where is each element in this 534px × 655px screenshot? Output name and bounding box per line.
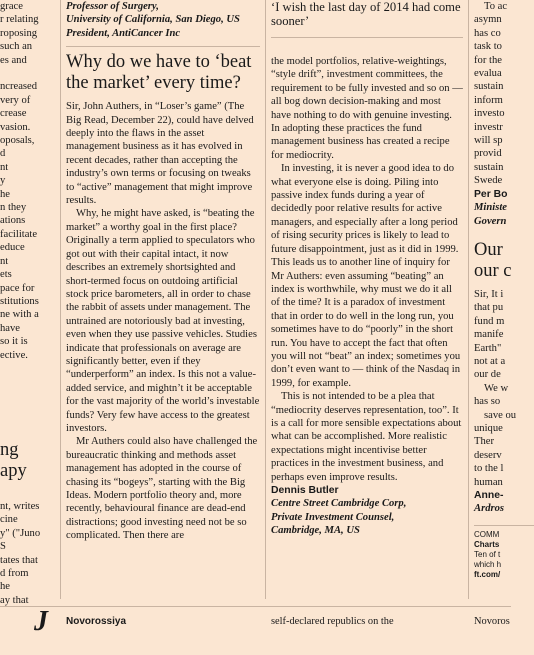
article-text-fragment: Novoros: [474, 616, 510, 627]
letter-paragraph: Why, he might have asked, is “beating the market” a worthy goal in the first place? Originally a term applied to speculators who got out with their capital intact, it now describes an extremely shortsighted and short-termed focus on outdoing artificial stock price barometers, all in order to chase the rabbit of assets under management. The untrained are notoriously bad at investing, even when they use passive vehicles. Studies indicate that professionals on average are significantly better, even if they “underperform” an index. Is this not a value-added service, and mightn’t it be acceptable for the vast majority of the world’s investable funds? Very few have access to the greatest investors.: [66, 208, 260, 434]
text-line: d from: [0, 567, 29, 579]
text-line: sustain: [474, 81, 504, 93]
text-line: our de: [474, 369, 501, 381]
comment-box-line: Charts: [474, 539, 500, 549]
text-line: Govern: [474, 215, 507, 227]
text-line: [0, 67, 55, 80]
text-line: ets: [0, 269, 12, 281]
letter-headline-fragment: [474, 240, 534, 282]
letter-paragraph: Sir, John Authers, in “Loser’s game” (The Big Read, December 22), could have delved deeply into the flaws in the asset management business as it has evolved in recent decades, rather than accepting the industry’s own terms or focusing on tweaks to “active” management that might improve results.: [66, 101, 254, 207]
letter-column-4: [474, 0, 534, 580]
text-line: tates that: [0, 554, 38, 566]
text-line: ne with a: [0, 309, 39, 321]
headline-line: our c: [474, 260, 512, 281]
column-rule: [60, 0, 61, 599]
signature-affiliation: Private Investment Counsel,: [271, 511, 395, 523]
text-line: ective.: [0, 349, 28, 361]
text-line: facilitate: [0, 228, 38, 240]
divider: [271, 37, 463, 38]
text-line: Per Bo: [474, 188, 508, 200]
text-line: very of: [0, 94, 31, 106]
text-line: investo: [474, 108, 505, 120]
text-line: S: [0, 541, 6, 553]
text-line: r relating: [0, 14, 39, 26]
headline-line: apy: [0, 460, 27, 481]
text-line: Sir, It i: [474, 288, 504, 300]
text-line: investr: [474, 121, 503, 133]
text-line: provid: [474, 148, 502, 160]
text-line: crease: [0, 108, 27, 120]
text-line: We w: [484, 382, 509, 394]
column-rule: [265, 0, 266, 599]
text-line: such an: [0, 41, 33, 53]
section-divider: [0, 606, 511, 607]
text-line: Swede: [474, 175, 503, 187]
text-line: has so: [474, 396, 501, 408]
text-line: educe: [0, 242, 25, 254]
signature-affiliation: President, AntiCancer Inc: [66, 27, 181, 39]
text-line: grace: [0, 1, 23, 12]
text-line: pace for: [0, 282, 35, 294]
comment-box-line: Ten of t: [474, 549, 501, 559]
text-line: so it is: [0, 336, 28, 348]
text-line: Ministe: [474, 202, 507, 214]
text-line: Anne-: [474, 490, 504, 501]
headline-line: Our: [474, 239, 503, 260]
signature-title: Professor of Surgery,: [66, 1, 159, 12]
letter-headline-fragment: [0, 440, 55, 482]
text-line: nt: [0, 255, 9, 267]
text-line: nt: [0, 161, 9, 173]
letter-paragraph: In investing, it is never a good idea to do what everyone else is doing. Piling into passive index funds during a year of decidedly poor relative results for active managers, and especially after a long period of rising security prices is likely to lead to future disappointment, just as it did in 1999. This leads us to another line of inquiry for Mr Authers: even assuming “beating” an index is worthwhile, why must we do it all of the time? It is a paradox of investment that in order to do well in the long run, you sometimes have to do “poorly” in the short run. You have to accept the fact that often you will not “beat” an index; sometimes you don’t even want to — think of the Nasdaq in 1999, for example.: [271, 163, 461, 389]
text-line: y: [0, 175, 6, 187]
letter-column-1: [0, 0, 55, 607]
text-line: To ac: [484, 1, 508, 12]
text-line: ay that: [0, 594, 29, 606]
text-line: has co: [474, 27, 501, 39]
text-line: Earth": [474, 342, 502, 354]
text-line: ncreased: [0, 81, 38, 93]
signature-affiliation: Centre Street Cambridge Corp,: [271, 498, 407, 510]
article-text-fragment: self-declared republics on the: [271, 616, 394, 627]
text-line: d: [0, 148, 6, 160]
letter-headline: Why do we have to ‘beat the market’ every time?: [66, 52, 252, 94]
text-line: have: [0, 322, 20, 334]
text-line: ations: [0, 215, 26, 227]
signature-name: Dennis Butler: [271, 485, 339, 496]
letter-headline-fragment: ‘I wish the last day of 2014 had come sooner’: [271, 0, 461, 28]
text-line: task to: [474, 41, 502, 53]
text-line: y" ("Juno: [0, 527, 41, 539]
headline-line: ng: [0, 439, 19, 460]
text-line: to the l: [474, 463, 504, 475]
text-line: oposals,: [0, 135, 35, 147]
divider: [66, 46, 260, 47]
text-line: he: [0, 581, 10, 593]
letter-paragraph: the model portfolios, relative-weightings, “style drift”, investment committees, the requirement to be fully invested and so on — all bog down decision-making and most have nothing to do with genuine investing. In adopting these practices the fund management business has created a recipe for mediocrity.: [271, 56, 463, 161]
comment-box-line: which h: [474, 559, 502, 569]
text-line: will sp: [474, 135, 503, 147]
text-line: inform: [474, 94, 503, 106]
text-line: Ther: [474, 436, 494, 448]
letter-paragraph: Mr Authers could also have challenged the bureaucratic thinking and methods asset management has adopted in the course of chasing its “bogeys”, starting with the Big Ideas. Modern portfolio theory and, more recently, behavioural finance are dead-end distractions; good investing need not be so complicated. Then there are: [66, 436, 258, 542]
drop-letter: J: [34, 606, 48, 637]
text-line: vasion.: [0, 121, 31, 133]
text-line: human: [474, 476, 503, 488]
text-line: that pu: [474, 302, 504, 314]
text-line: stitutions: [0, 295, 39, 307]
text-line: not at a: [474, 355, 506, 367]
text-line: for the: [474, 54, 502, 66]
text-line: manife: [474, 329, 504, 341]
letter-column-3: [271, 0, 463, 538]
text-line: asymn: [474, 14, 502, 26]
text-line: n they: [0, 202, 27, 214]
letter-column-2: [66, 0, 260, 543]
text-line: deserv: [474, 449, 502, 461]
text-line: es and: [0, 54, 27, 66]
divider: [474, 525, 534, 526]
text-line: roposing: [0, 27, 38, 39]
signature-affiliation: University of California, San Diego, US: [66, 14, 240, 26]
column-rule: [468, 0, 469, 599]
text-line: fund m: [474, 315, 505, 327]
text-line: save ou: [484, 409, 517, 421]
text-line: Ardros: [474, 503, 505, 515]
text-line: sustain: [474, 161, 504, 173]
text-line: nt, writes: [0, 500, 40, 512]
letter-paragraph: This is not intended to be a plea that “mediocrity deserves representation, too”. It is a call for more sensible expectations about what can be accomplished. More realistic expectations might incentivise better practices in the investment business, and perhaps even improve results.: [271, 391, 462, 483]
article-label: Novorossiya: [66, 616, 127, 627]
text-line: cine: [0, 514, 18, 526]
signature-affiliation: Cambridge, MA, US: [271, 525, 360, 537]
text-line: he: [0, 188, 10, 200]
text-line: evalua: [474, 68, 502, 80]
comment-box-line: COMM: [474, 529, 500, 539]
text-line: unique: [474, 422, 503, 434]
comment-box-line[interactable]: ft.com/: [474, 569, 501, 579]
